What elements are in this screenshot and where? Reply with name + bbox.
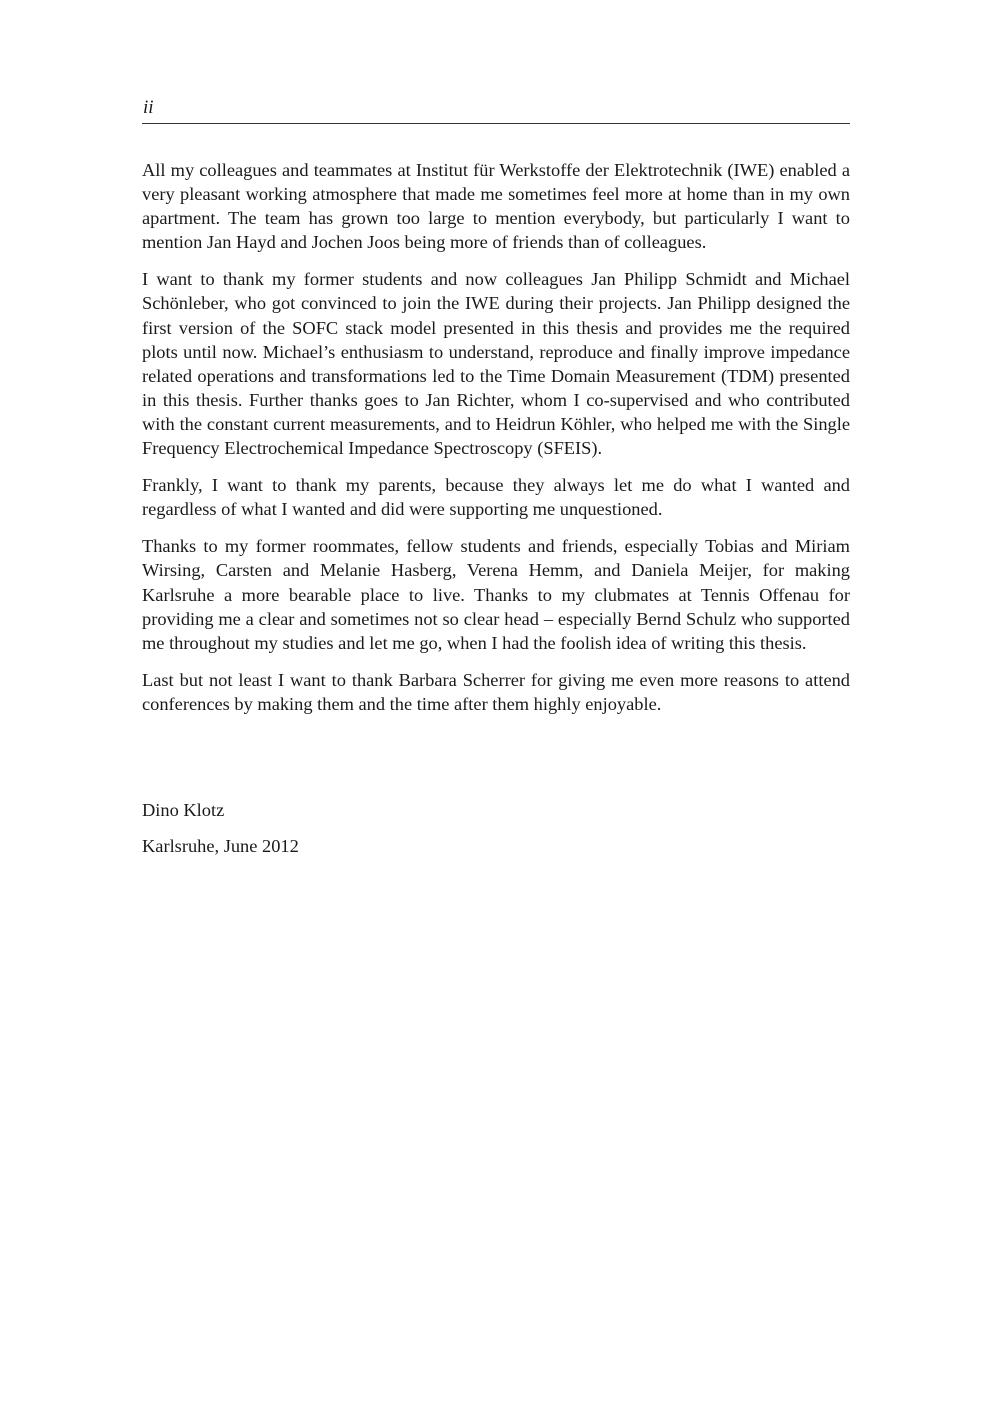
author-name: Dino Klotz (142, 800, 225, 820)
paragraph-colleagues: All my colleagues and teammates at Institut für Werkstoffe der Elektrotechnik (IWE) enabled a very pleasant working atmosphere that made me sometimes feel more at home than in my own apartment. The team has grown too large to mention everybody, but particularly I want to mention Jan Hayd and Jochen Joos being more of friends than of colleagues. (142, 160, 850, 253)
page-header (142, 96, 850, 124)
paragraph-friends: Thanks to my former roommates, fellow students and friends, especially Tobias and Miriam Wirsing, Carsten and Melanie Hasberg, Verena Hemm, and Daniela Meijer, for making Karlsruhe a more bearable place to live. Thanks to my clubmates at Tennis Offenau for providing me a clear and sometimes not so clear head – especially Bernd Schulz who supported me throughout my studies and let me go, when I had the foolish idea of writing this thesis. (142, 536, 850, 653)
place-date: Karlsruhe, June 2012 (142, 836, 299, 857)
signature-block (142, 798, 850, 870)
paragraph-parents: Frankly, I want to thank my parents, because they always let me do what I wanted and regardless of what I wanted and did were supporting me unquestioned. (142, 475, 850, 520)
acknowledgements-body (142, 158, 850, 729)
paragraph-last: Last but not least I want to thank Barbara Scherrer for giving me even more reasons to attend conferences by making them and the time after them highly enjoyable. (142, 669, 850, 714)
paragraph-students: I want to thank my former students and now colleagues Jan Philipp Schmidt and Michael Schönleber, who got convinced to join the IWE during their projects. Jan Philipp designed the first version of the SOFC stack model presented in this thesis and provides me the required plots until now. Michael’s enthusiasm to understand, reproduce and finally improve impedance related operations and transformations led to the Time Domain Measurement (TDM) presented in this thesis. Further thanks goes to Jan Richter, whom I co-supervised and who contributed with the constant current measurements, and to Heidrun Köhler, who helped me with the Single Frequency Electrochemical Impedance Spectroscopy (SFEIS). (142, 269, 850, 459)
page-number: ii (143, 97, 154, 118)
